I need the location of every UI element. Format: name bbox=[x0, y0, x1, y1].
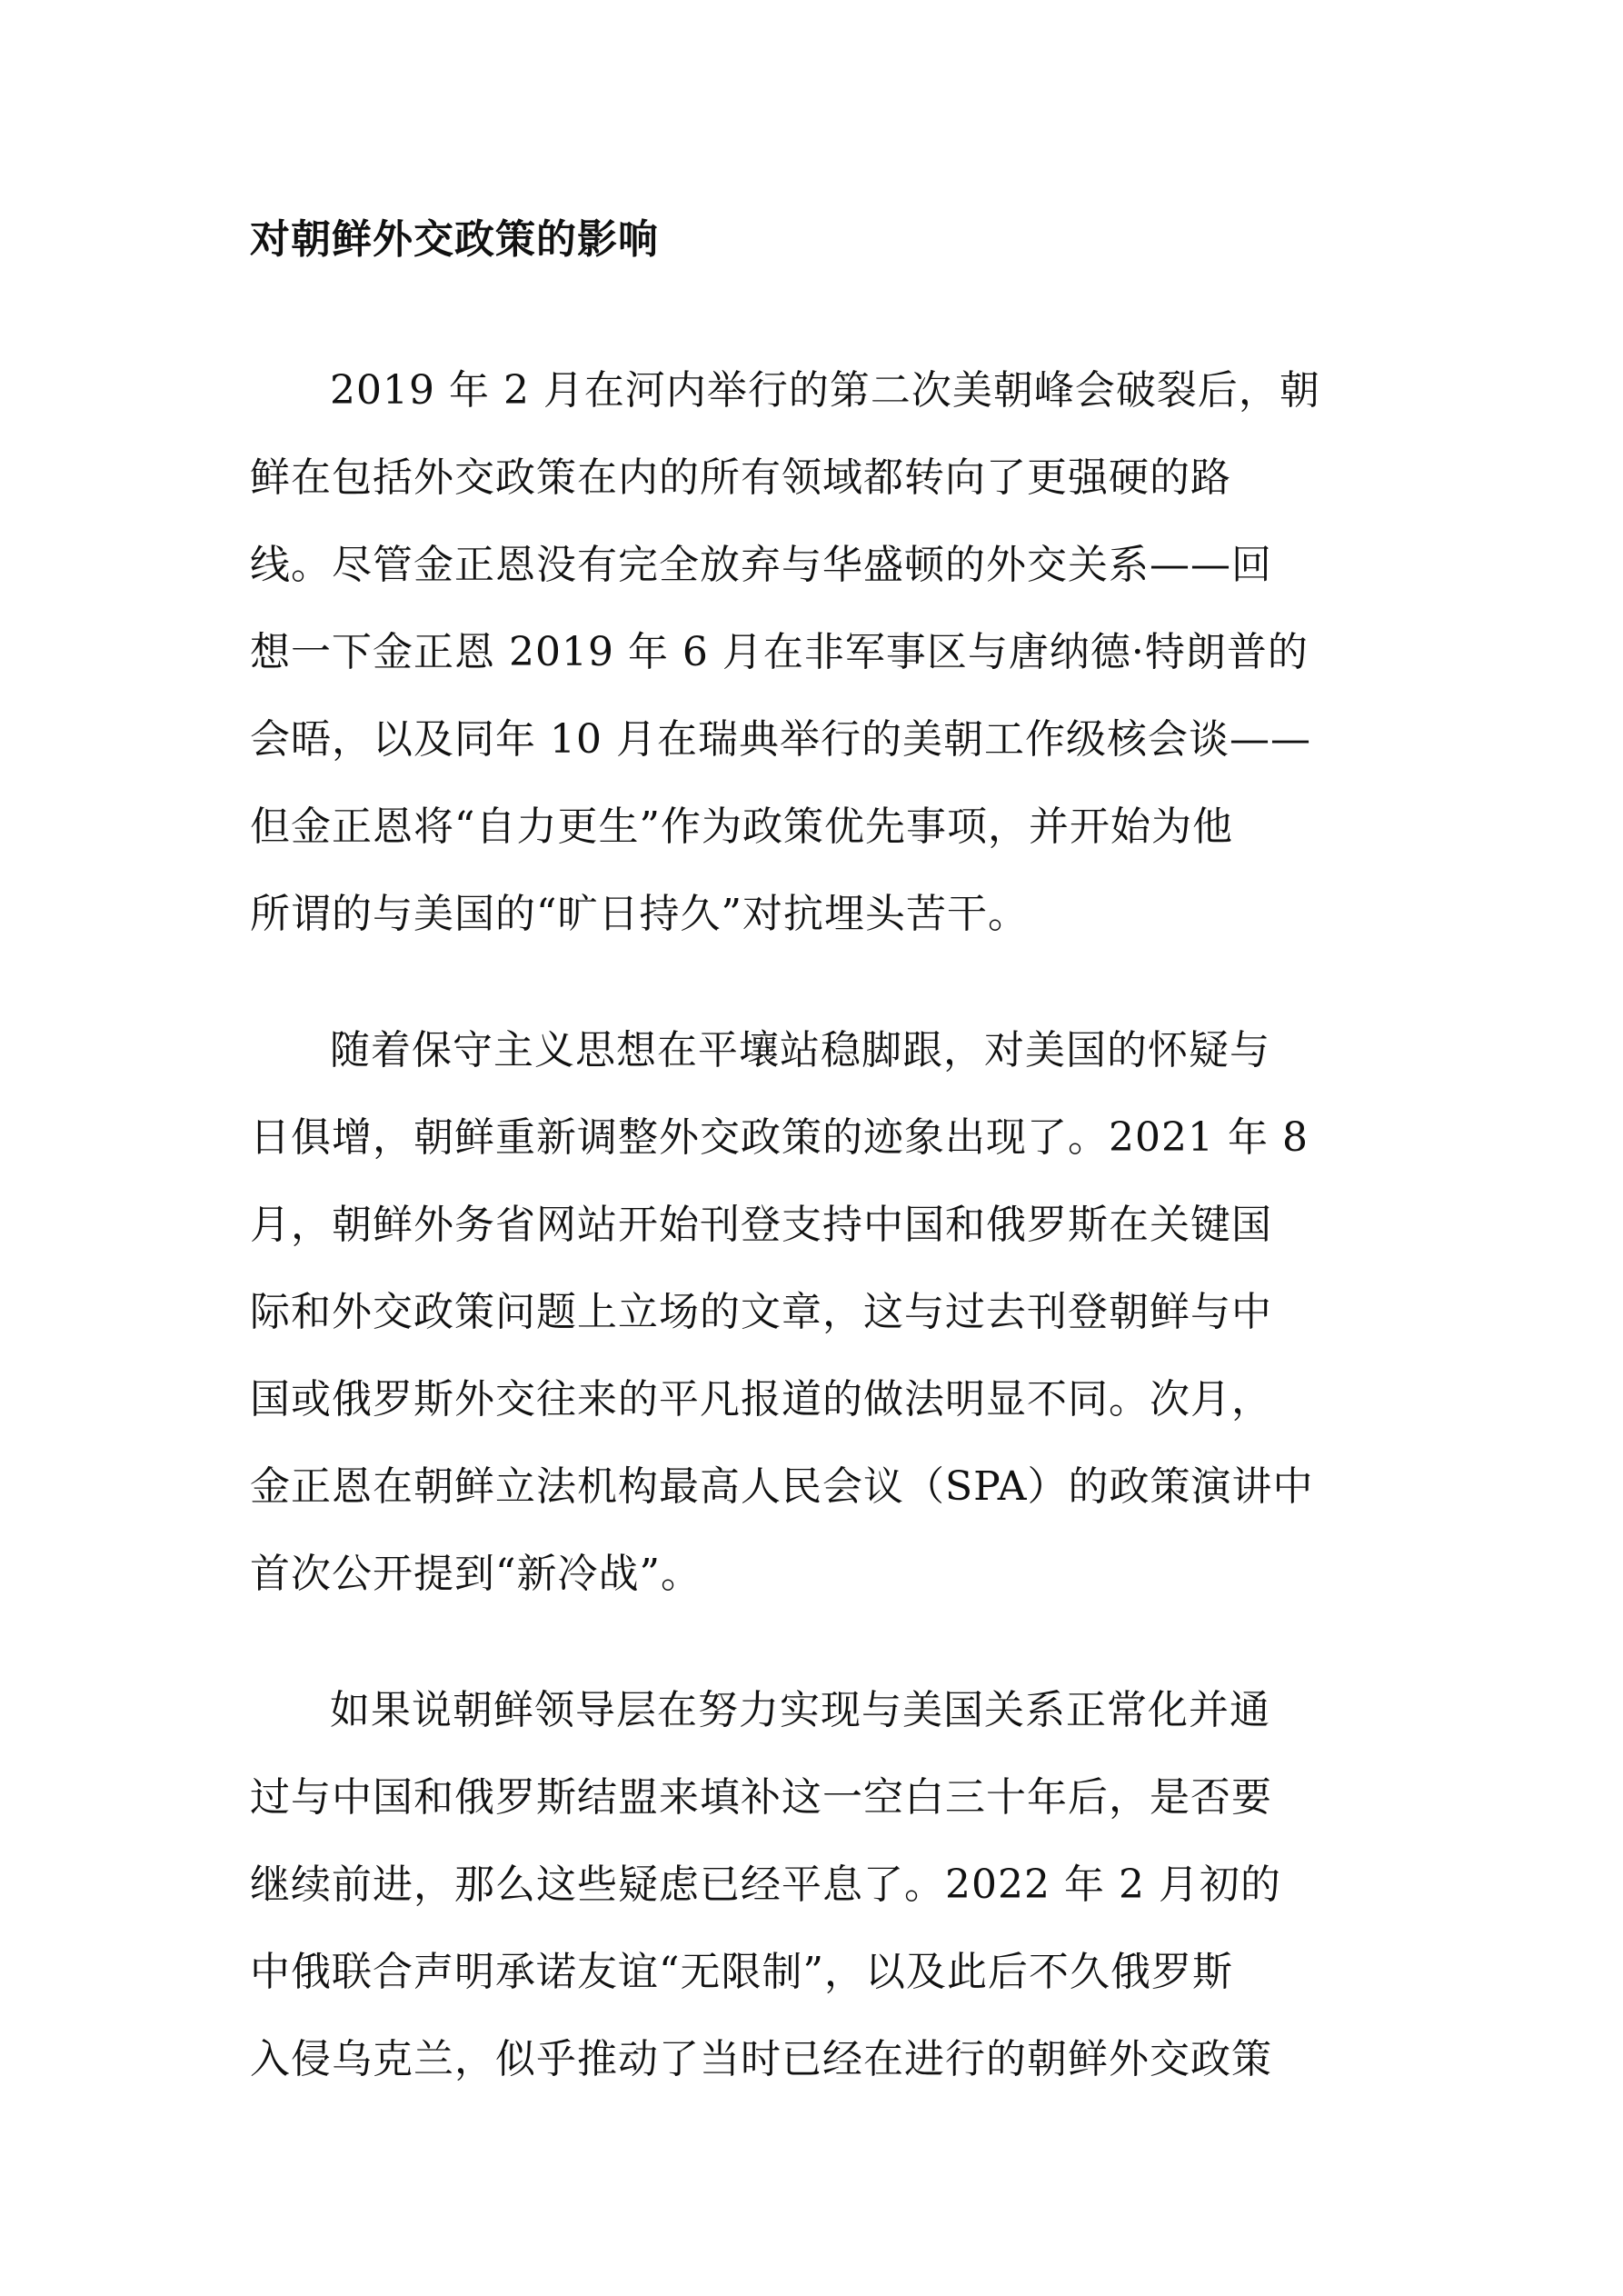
text-line: 2019 年 2 月在河内举行的第二次美朝峰会破裂后，朝 bbox=[330, 367, 1320, 414]
text-line: 中俄联合声明承诺友谊“无限制”，以及此后不久俄罗斯 bbox=[250, 1949, 1233, 1995]
text-line: 月，朝鲜外务省网站开始刊登支持中国和俄罗斯在关键国 bbox=[250, 1202, 1272, 1248]
text-line: 随着保守主义思想在平壤站稳脚跟，对美国的怀疑与 bbox=[330, 1027, 1270, 1073]
text-line: 继续前进，那么这些疑虑已经平息了。2022 年 2 月初的 bbox=[250, 1862, 1281, 1908]
text-line: 过与中国和俄罗斯结盟来填补这一空白三十年后，是否要 bbox=[250, 1774, 1272, 1821]
text-line: 但金正恩将“自力更生”作为政策优先事项，并开始为他 bbox=[250, 804, 1233, 850]
paragraph-1 bbox=[250, 347, 1377, 958]
text-line: 想一下金正恩 2019 年 6 月在非军事区与唐纳德·特朗普的 bbox=[250, 629, 1309, 675]
text-line: 会晤，以及同年 10 月在瑞典举行的美朝工作级核会谈—— bbox=[250, 716, 1311, 763]
text-line: 首次公开提到“新冷战”。 bbox=[250, 1551, 702, 1597]
text-line: 国或俄罗斯外交往来的平凡报道的做法明显不同。次月， bbox=[250, 1376, 1272, 1423]
text-line: 日俱增，朝鲜重新调整外交政策的迹象出现了。2021 年 8 bbox=[250, 1114, 1309, 1161]
text-line: 际和外交政策问题上立场的文章，这与过去刊登朝鲜与中 bbox=[250, 1289, 1272, 1335]
paragraph-3 bbox=[250, 1667, 1377, 2103]
page-title: 对朝鲜外交政策的影响 bbox=[250, 216, 659, 263]
paragraph-2 bbox=[250, 1007, 1377, 1618]
text-line: 线。尽管金正恩没有完全放弃与华盛顿的外交关系——回 bbox=[250, 542, 1272, 588]
text-line: 金正恩在朝鲜立法机构最高人民会议（SPA）的政策演讲中 bbox=[250, 1463, 1314, 1510]
text-line: 鲜在包括外交政策在内的所有领域都转向了更强硬的路 bbox=[250, 454, 1231, 501]
text-line: 入侵乌克兰，似乎推动了当时已经在进行的朝鲜外交政策 bbox=[250, 2036, 1272, 2082]
text-line: 如果说朝鲜领导层在努力实现与美国关系正常化并通 bbox=[330, 1687, 1270, 1733]
text-line: 所谓的与美国的“旷日持久”对抗埋头苦干。 bbox=[250, 891, 1029, 937]
